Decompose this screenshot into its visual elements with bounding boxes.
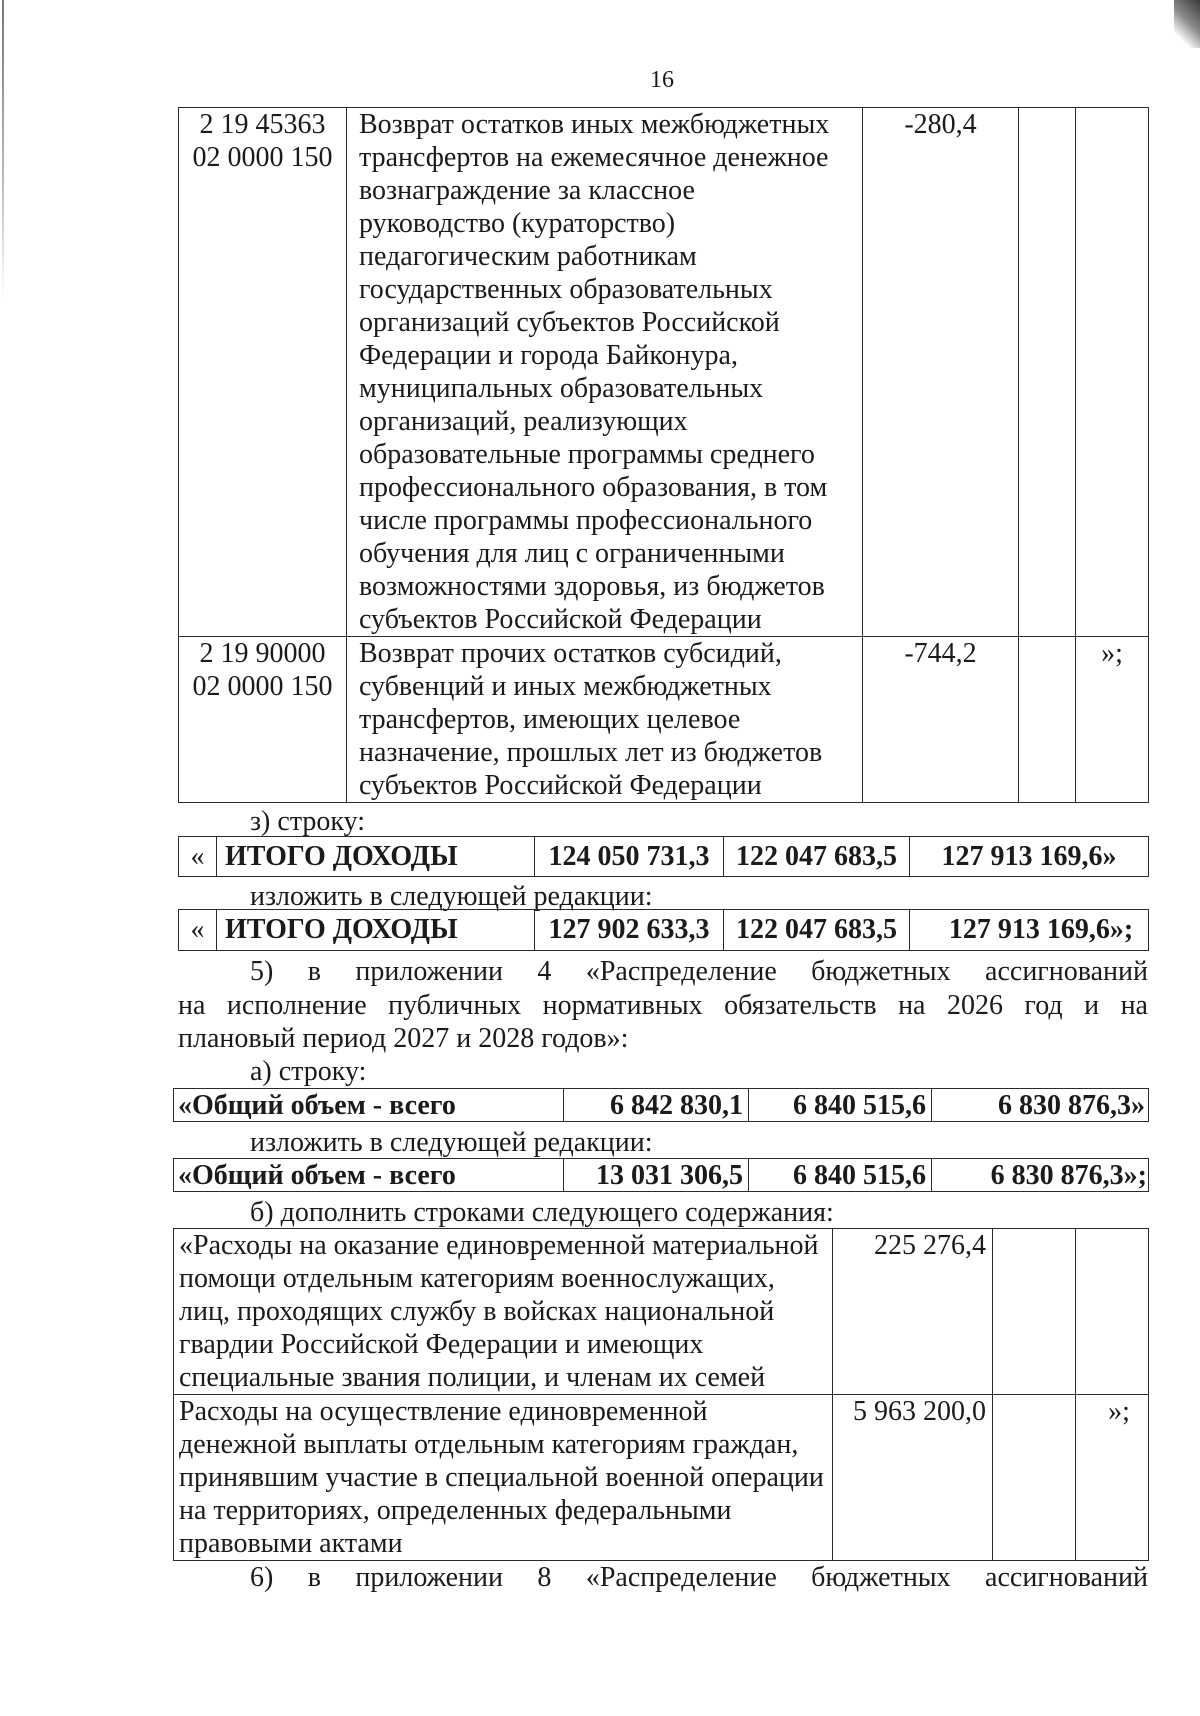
amount-cell-2: 6 840 515,6 — [749, 1159, 932, 1192]
volume-name-cell: «Общий объем - всего — [174, 1089, 564, 1122]
expense-name-cell: «Расходы на оказание единовременной материальной помощи отдельным категориям военнослужащих, лиц, проходящих службу в войсках национальной гвардии Российской Федерации и имеющих специальные звания полиции, и членам их семей — [174, 1229, 833, 1395]
page-number: 16 — [650, 67, 674, 93]
table-row — [179, 837, 1149, 877]
amount-cell-1: 225 276,4 — [833, 1229, 993, 1395]
table-row — [174, 1229, 1149, 1395]
table-row — [174, 1395, 1149, 1561]
open-quote-cell: « — [179, 837, 217, 877]
amount-cell-3 — [1076, 108, 1149, 637]
amount-cell-1: 13 031 306,5 — [564, 1159, 749, 1192]
total-income-new-row — [178, 909, 1149, 951]
amount-cell-1: 6 842 830,1 — [564, 1089, 749, 1122]
amount-cell-3: »; — [1076, 1395, 1149, 1561]
total-name-cell: ИТОГО ДОХОДЫ — [217, 837, 535, 877]
amount-cell-2 — [1019, 637, 1076, 803]
amount-cell-2: 122 047 683,5 — [724, 910, 910, 951]
item-5-line: 5) в приложении 4 «Распределение бюджетных ассигнований — [250, 956, 1148, 987]
amount-cell-2 — [993, 1395, 1076, 1561]
total-volume-old-row — [173, 1088, 1149, 1122]
total-income-old-row — [178, 836, 1149, 877]
amount-cell-1: 124 050 731,3 — [535, 837, 724, 877]
amount-cell-1: -280,4 — [863, 108, 1019, 637]
table-row — [179, 637, 1149, 803]
amount-cell-2: 122 047 683,5 — [724, 837, 910, 877]
scan-corner-artifact — [1174, 0, 1200, 48]
scan-edge-artifact — [2, 0, 4, 300]
amount-cell-3: 6 830 876,3»; — [932, 1159, 1149, 1192]
income-table — [178, 107, 1149, 803]
item-6-line: 6) в приложении 8 «Распределение бюджетных ассигнований — [250, 1562, 1148, 1593]
replace-label: изложить в следующей редакции: — [250, 881, 653, 912]
amount-cell-2: 6 840 515,6 — [749, 1089, 932, 1122]
open-quote-cell: « — [179, 910, 217, 951]
replace-label: изложить в следующей редакции: — [250, 1127, 653, 1158]
amount-cell-2 — [1019, 108, 1076, 637]
amount-cell-3: 6 830 876,3» — [932, 1089, 1149, 1122]
table-row — [174, 1159, 1149, 1192]
budget-code-cell: 2 19 45363 02 0000 150 — [179, 108, 347, 637]
amount-cell-1: 5 963 200,0 — [833, 1395, 993, 1561]
sub-b-label: б) дополнить строками следующего содержания: — [250, 1197, 834, 1228]
amount-cell-3: 127 913 169,6»; — [910, 910, 1149, 951]
item-5-line: на исполнение публичных нормативных обязательств на 2026 год и на — [178, 990, 1148, 1021]
table-row — [179, 910, 1149, 951]
amount-cell-1: -744,2 — [863, 637, 1019, 803]
volume-name-cell: «Общий объем - всего — [174, 1159, 564, 1192]
amount-cell-1: 127 902 633,3 — [535, 910, 724, 951]
item-z-label: з) строку: — [250, 806, 366, 837]
sub-a-label: а) строку: — [250, 1056, 367, 1087]
item-5-line: плановый период 2027 и 2028 годов»: — [178, 1023, 629, 1054]
table-row — [174, 1089, 1149, 1122]
income-name-cell: Возврат прочих остатков субсидий, субвенций и иных межбюджетных трансфертов, имеющих целевое назначение, прошлых лет из бюджетов субъектов Российской Федерации — [347, 637, 863, 803]
amount-cell-3 — [1076, 1229, 1149, 1395]
amount-cell-3: 127 913 169,6» — [910, 837, 1149, 877]
amount-cell-2 — [993, 1229, 1076, 1395]
budget-code-cell: 2 19 90000 02 0000 150 — [179, 637, 347, 803]
expense-name-cell: Расходы на осуществление единовременной денежной выплаты отдельным категориям граждан, принявшим участие в специальной военной операции на территориях, определенных федеральными правовыми актами — [174, 1395, 833, 1561]
amount-cell-3: »; — [1076, 637, 1149, 803]
total-volume-new-row — [173, 1158, 1149, 1192]
added-expenses-table — [173, 1228, 1149, 1561]
income-name-cell: Возврат остатков иных межбюджетных трансфертов на ежемесячное денежное вознаграждение за классное руководство (кураторство) педагогическим работникам государственных образовательных организаций субъектов Российской Федерации и города Байконура, муниципальных образовательных организаций, реализующих образовательные программы среднего профессионального образования, в том числе программы профессионального обучения для лиц с ограниченными возможностями здоровья, из бюджетов субъектов Российской Федерации — [347, 108, 863, 637]
total-name-cell: ИТОГО ДОХОДЫ — [217, 910, 535, 951]
table-row — [179, 108, 1149, 637]
